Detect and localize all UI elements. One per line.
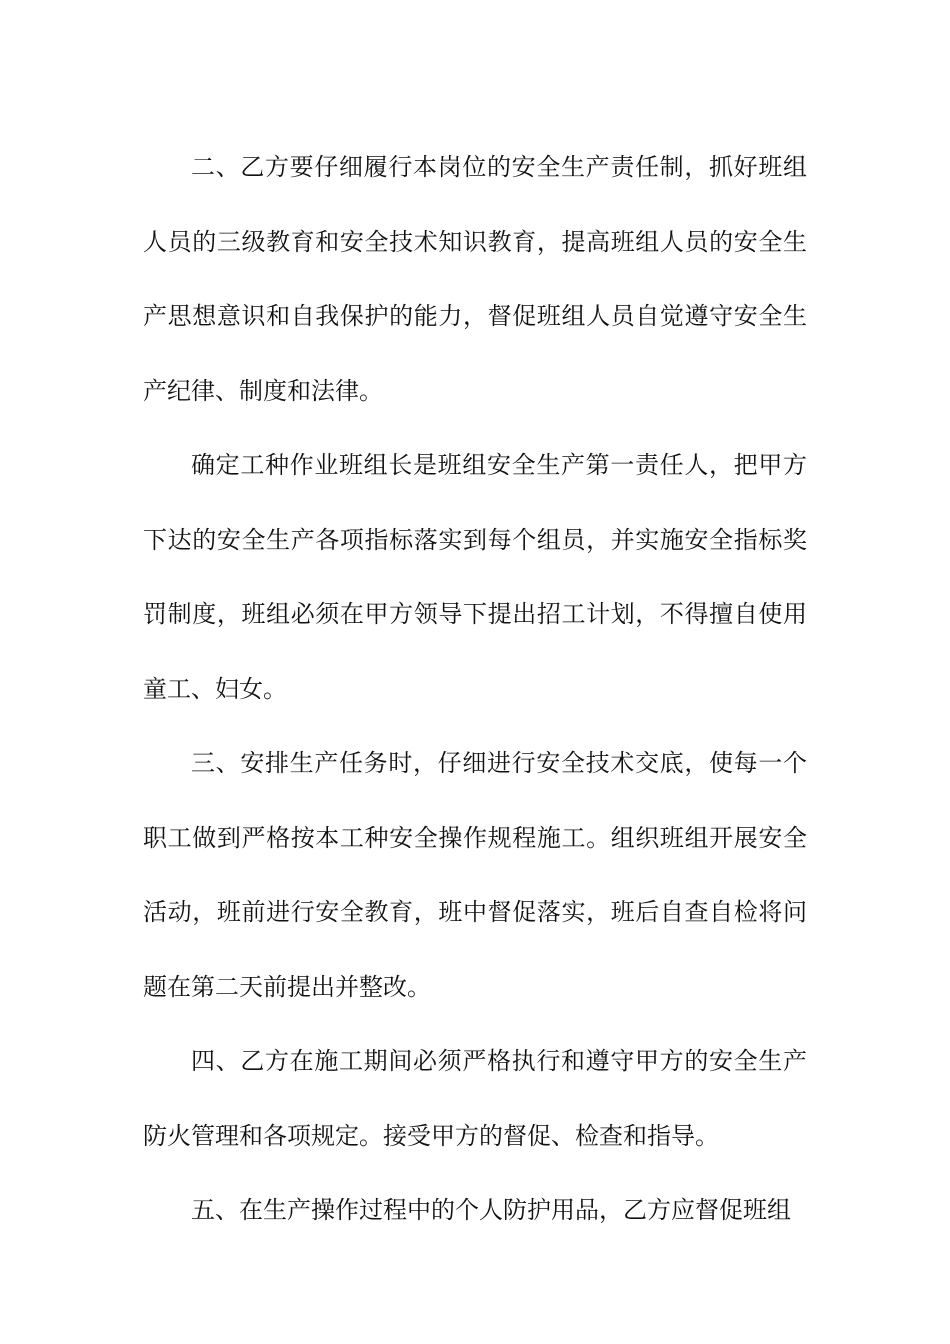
paragraph-clause-4: 四、乙方在施工期间必须严格执行和遵守甲方的安全生产防火管理和各项规定。接受甲方的督促、检查和指导。 [143, 1047, 807, 1150]
paragraph-clause-5: 五、在生产操作过程中的个人防护用品，乙方应督促班组 [191, 1196, 791, 1224]
paragraph-clause-3: 三、安排生产任务时，仔细进行安全技术交底，使每一个职工做到严格按本工种安全操作规程施工。组织班组开展安全活动，班前进行安全教育，班中督促落实，班后自查自检将问题在第二天前提出并整改。 [143, 749, 807, 1001]
paragraph-clause-2: 二、乙方要仔细履行本岗位的安全生产责任制，抓好班组人员的三级教育和安全技术知识教育，提高班组人员的安全生产思想意识和自我保护的能力，督促班组人员自觉遵守安全生产纪律、制度和法律。 [143, 153, 807, 405]
paragraph-team-leader: 确定工种作业班组长是班组安全生产第一责任人，把甲方下达的安全生产各项指标落实到每个组员，并实施安全指标奖罚制度，班组必须在甲方领导下提出招工计划，不得擅自使用童工、妇女。 [143, 451, 807, 703]
document-body [143, 130, 807, 1248]
